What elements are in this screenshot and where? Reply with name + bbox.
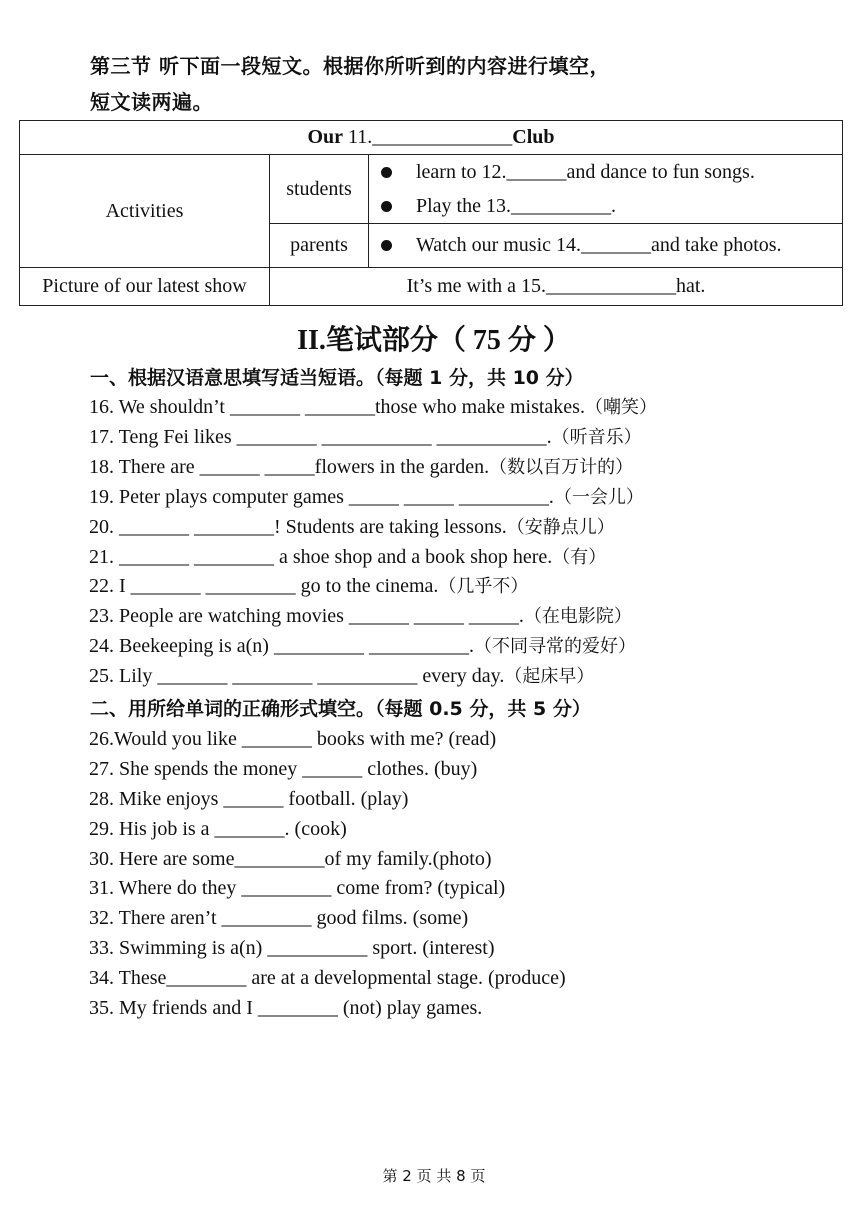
student-item-13-text: Play the 13.__________.	[416, 194, 616, 217]
activities-label: Activities	[20, 155, 270, 268]
parents-label: parents	[270, 224, 369, 268]
listening-table	[19, 120, 843, 306]
students-items	[369, 155, 843, 224]
question-text: 19. Peter plays computer games _____ _____ _________.	[89, 486, 554, 508]
picture-value: It’s me with a 15._____________hat.	[270, 268, 843, 306]
student-item-12-text: learn to 12.______and dance to fun songs.	[416, 160, 755, 183]
question-32: 32. There aren’t _________ good films. (some)	[89, 907, 469, 929]
bullet-icon	[381, 201, 392, 212]
question-hint: （一会儿）	[553, 487, 644, 508]
question-text: 22. I _______ _________ go to the cinema.	[89, 575, 439, 597]
table-title-cell	[20, 121, 843, 155]
question-29: 29. His job is a _______. (cook)	[89, 818, 347, 840]
question-30: 30. Here are some_________of my family.(photo)	[89, 848, 492, 870]
student-item-12	[369, 155, 842, 189]
question-34: 34. These________ are at a developmental stage. (produce)	[89, 967, 566, 989]
question-21	[89, 543, 606, 569]
question-18	[89, 453, 633, 479]
question-22	[89, 572, 528, 598]
table-title-prefix: Our	[307, 126, 344, 148]
bullet-icon	[381, 167, 392, 178]
question-text: 16. We shouldn’t _______ _______those who make mistakes.	[89, 396, 585, 418]
parents-item	[369, 224, 843, 268]
question-17	[89, 423, 642, 449]
question-26: 26.Would you like _______ books with me? (read)	[89, 728, 497, 750]
parent-item-14-text: Watch our music 14._______and take photos.	[416, 234, 782, 256]
question-24	[89, 632, 636, 658]
question-hint: （不同寻常的爱好）	[473, 636, 636, 657]
part-2-heading: 二、用所给单词的正确形式填空。（每题 0.5 分，共 5 分）	[90, 698, 591, 720]
question-19	[89, 483, 644, 509]
question-23	[89, 602, 632, 628]
bullet-icon	[381, 240, 392, 251]
parent-item-14	[369, 229, 842, 263]
question-33: 33. Swimming is a(n) __________ sport. (interest)	[89, 937, 495, 959]
question-hint: （有）	[552, 547, 607, 568]
blank-11: 11.______________	[343, 126, 513, 148]
question-hint: （起床早）	[504, 666, 595, 687]
students-label: students	[270, 155, 369, 224]
page-footer: 第 2 页 共 8 页	[382, 1167, 486, 1185]
question-text: 25. Lily _______ ________ __________ every day.	[89, 665, 505, 687]
question-16	[89, 393, 657, 419]
question-text: 21. _______ ________ a shoe shop and a book shop here.	[89, 546, 553, 568]
question-hint: （嘲笑）	[584, 397, 657, 418]
question-hint: （几乎不）	[438, 576, 529, 597]
question-text: 24. Beekeeping is a(n) _________ __________.	[89, 635, 474, 657]
written-part-title: II.笔试部分（ 75 分 ）	[297, 325, 571, 356]
question-hint: （听音乐）	[551, 427, 642, 448]
section-3-instruction-line-1: 第三节 听下面一段短文。根据你所听到的内容进行填空，	[90, 54, 610, 78]
question-27: 27. She spends the money ______ clothes. (buy)	[89, 758, 478, 780]
question-28: 28. Mike enjoys ______ football. (play)	[89, 788, 409, 810]
question-35: 35. My friends and I ________ (not) play games.	[89, 997, 483, 1019]
question-hint: （安静点儿）	[506, 517, 615, 538]
question-31: 31. Where do they _________ come from? (typical)	[89, 877, 506, 899]
question-text: 23. People are watching movies ______ _____ _____.	[89, 605, 524, 627]
question-text: 18. There are ______ _____flowers in the garden.	[89, 456, 490, 478]
part-1-heading: 一、根据汉语意思填写适当短语。（每题 1 分，共 10 分）	[90, 367, 584, 389]
question-hint: （数以百万计的）	[489, 457, 634, 478]
question-20	[89, 513, 615, 539]
table-title-suffix: Club	[512, 126, 555, 148]
section-3-instruction-line-2: 短文读两遍。	[90, 90, 213, 114]
question-text: 20. _______ ________! Students are taking lessons.	[89, 516, 507, 538]
question-25	[89, 662, 594, 688]
question-text: 17. Teng Fei likes ________ ___________ ___________.	[89, 426, 552, 448]
question-hint: （在电影院）	[523, 606, 632, 627]
picture-label: Picture of our latest show	[20, 268, 270, 306]
student-item-13	[369, 189, 842, 223]
